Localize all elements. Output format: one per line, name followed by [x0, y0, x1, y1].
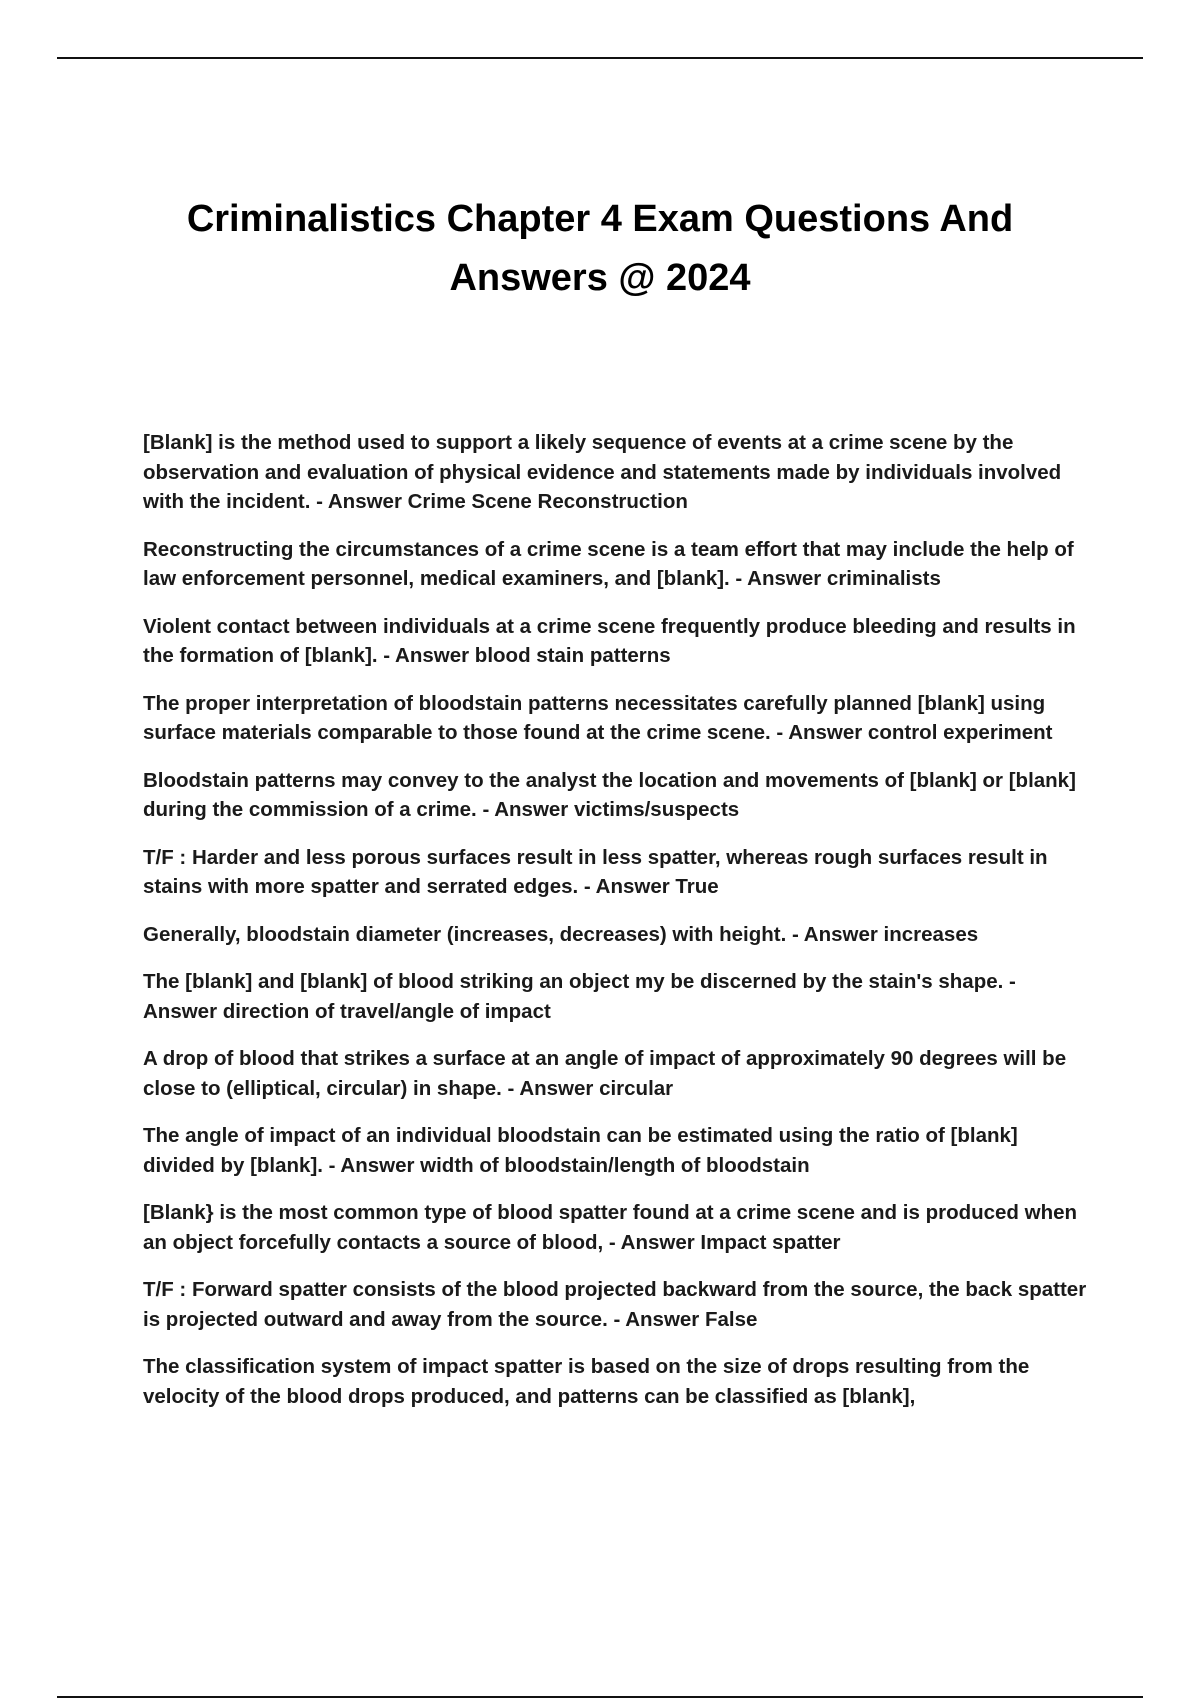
- qa-item-6: T/F : Harder and less porous surfaces result in less spatter, whereas rough surfaces result in stains with more spatter and serrated edges. - Answer True: [143, 845, 1048, 898]
- top-divider: [57, 57, 1143, 59]
- document-title: Criminalistics Chapter 4 Exam Questions And Answers @ 2024: [186, 198, 1014, 299]
- bottom-divider: [57, 1696, 1143, 1698]
- qa-item-9: A drop of blood that strikes a surface at an angle of impact of approximately 90 degrees will be close to (elliptical, circular) in shape. - Answer circular: [143, 1047, 1067, 1100]
- qa-item-11: [Blank} is the most common type of blood spatter found at a crime scene and is produced when an object forcefully contacts a source of blood, - Answer Impact spatter: [143, 1201, 1078, 1254]
- qa-item-2: Reconstructing the circumstances of a crime scene is a team effort that may include the help of law enforcement personnel, medical examiners, and [blank]. - Answer criminalists: [143, 537, 1074, 590]
- qa-item-13: The classification system of impact spatter is based on the size of drops resulting from the velocity of the blood drops produced, and patterns can be classified as [blank],: [143, 1355, 1030, 1408]
- question-answer-list: [143, 428, 1093, 1429]
- qa-item-5: Bloodstain patterns may convey to the analyst the location and movements of [blank] or [blank] during the commission of a crime. - Answer victims/suspects: [143, 768, 1076, 821]
- qa-item-10: The angle of impact of an individual bloodstain can be estimated using the ratio of [blank] divided by [blank]. - Answer width of bloodstain/length of bloodstain: [143, 1124, 1018, 1177]
- qa-item-3: Violent contact between individuals at a crime scene frequently produce bleeding and results in the formation of [blank]. - Answer blood stain patterns: [143, 614, 1076, 667]
- qa-item-8: The [blank] and [blank] of blood striking an object my be discerned by the stain's shape. - Answer direction of travel/angle of impact: [143, 970, 1016, 1023]
- qa-item-7: Generally, bloodstain diameter (increases, decreases) with height. - Answer increases: [143, 922, 979, 946]
- qa-item-1: [Blank] is the method used to support a likely sequence of events at a crime scene by the observation and evaluation of physical evidence and statements made by individuals involved with the incident. - Answer Crime Scene Reconstruction: [143, 431, 1062, 513]
- qa-item-12: T/F : Forward spatter consists of the blood projected backward from the source, the back spatter is projected outward and away from the source. - Answer False: [143, 1278, 1087, 1331]
- qa-item-4: The proper interpretation of bloodstain patterns necessitates carefully planned [blank] using surface materials comparable to those found at the crime scene. - Answer control experiment: [143, 691, 1053, 744]
